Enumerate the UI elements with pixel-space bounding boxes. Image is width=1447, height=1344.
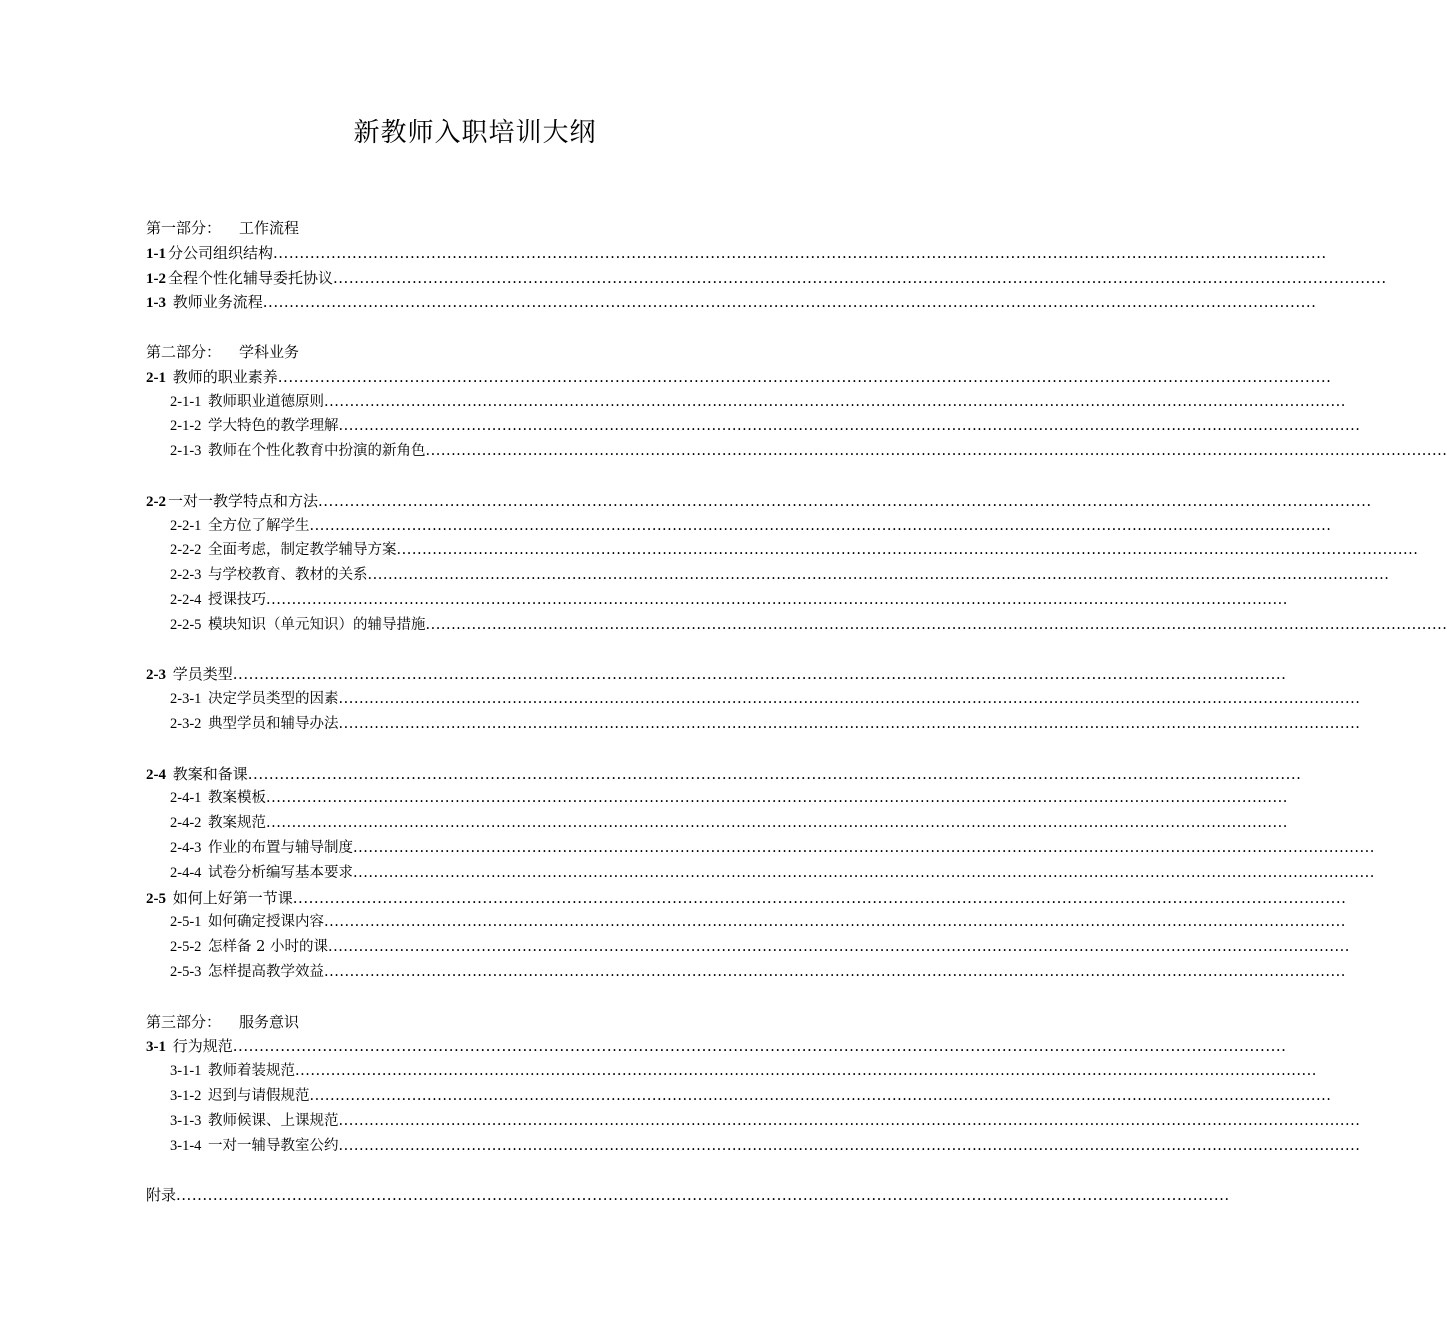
dot-leader: ........................................................................................................................................................................................................ [396, 542, 1419, 559]
toc-entry [170, 811, 1288, 835]
entry-title: 迟到与请假规范 [203, 1088, 310, 1104]
entry-number: 3-1-2 [170, 1088, 202, 1104]
entry-number: 2-3-2 [170, 716, 202, 732]
dot-leader: ........................................................................................................................................................................................................ [266, 815, 1288, 832]
entry-number: 2-1-3 [170, 443, 202, 460]
dot-leader: ........................................................................................................................................................................................................ [353, 864, 1375, 881]
entry-title: 教案规范 [203, 815, 267, 832]
dot-leader: ........................................................................................................................................................................................................ [324, 393, 1346, 410]
entry-number: 2-2-5 [170, 616, 202, 633]
entry-number: 2-2-2 [170, 542, 202, 559]
toc-entry [170, 861, 1375, 885]
entry-number: 3-1-4 [170, 1137, 202, 1154]
dot-leader: ........................................................................................................................................................................................................ [327, 939, 1350, 956]
dot-leader: ........................................................................................................................................................................................................ [309, 1088, 1332, 1104]
toc-entry [146, 266, 1387, 290]
toc-entry [170, 1084, 1332, 1108]
dot-leader: ........................................................................................................................................................................................................ [232, 1037, 1287, 1056]
toc-entry [146, 762, 1302, 786]
dot-leader: ........................................................................................................................................................................................................ [266, 592, 1288, 608]
entry-title: 教师职业道德原则 [203, 393, 325, 410]
dot-leader: ........................................................................................................................................................................................................ [338, 1112, 1361, 1129]
entry-number: 2-4-4 [170, 864, 202, 881]
dot-leader: ........................................................................................................................................................................................................ [338, 716, 1361, 732]
toc-entry [170, 786, 1288, 810]
dot-leader: ........................................................................................................................................................................................................ [318, 491, 1372, 510]
toc-entry [170, 687, 1361, 711]
dot-leader: ........................................................................................................................................................................................................ [333, 268, 1387, 287]
entry-number: 2-4-2 [170, 815, 202, 832]
entry-number: 2-5-3 [170, 964, 202, 980]
dot-leader: ........................................................................................................................................................................................................ [247, 764, 1302, 783]
dot-leader: ........................................................................................................................................................................................................ [324, 964, 1346, 980]
entry-number: 2-5 [146, 890, 166, 907]
entry-title: 教师候课、上课规范 [203, 1112, 339, 1129]
dot-leader: ........................................................................................................................................................................................................ [309, 517, 1332, 534]
toc-entry [170, 960, 1346, 984]
dot-leader: ........................................................................................................................................................................................................ [367, 567, 1390, 584]
entry-number: 2-5-1 [170, 914, 202, 931]
entry-title: 全面考虑，制定教学辅导方案 [203, 542, 397, 559]
toc-entry [146, 1034, 1287, 1058]
entry-title: 试卷分析编写基本要求 [203, 864, 354, 881]
entry-title: 决定学员类型的因素 [203, 691, 339, 708]
entry-title: 教师业务流程 [168, 293, 263, 312]
entry-title: 怎样备 2 小时的课 [203, 939, 328, 956]
toc-entry [170, 514, 1332, 538]
dot-leader: ........................................................................................................................................................................................................ [266, 790, 1288, 807]
entry-number: 1-2 [146, 270, 166, 287]
page-title: 新教师入职培训大纲 [353, 118, 597, 148]
entry-number: 2-2-3 [170, 567, 202, 584]
toc-entry [170, 588, 1288, 612]
dot-leader: ........................................................................................................................................................................................................ [295, 1063, 1317, 1080]
part-label: 第三部分： [146, 1012, 222, 1031]
toc-entry [146, 290, 1317, 314]
part-name: 学科业务 [239, 343, 300, 361]
entry-title: 学大特色的教学理解 [203, 418, 339, 435]
entry-number: 2-4-3 [170, 840, 202, 856]
toc-entry [170, 414, 1361, 438]
toc-entry [146, 662, 1287, 686]
entry-number: 2-5-2 [170, 939, 202, 956]
entry-number: 2-3-1 [170, 691, 202, 708]
entry-title: 一对一教学特点和方法 [168, 491, 319, 510]
entry-title: 教师着装规范 [203, 1063, 296, 1080]
toc-entry [170, 1134, 1361, 1158]
entry-number: 3-1 [146, 1039, 166, 1056]
entry-title: 分公司组织结构 [168, 243, 274, 262]
dot-leader: ........................................................................................................................................................................................................ [277, 367, 1332, 386]
toc-entry [170, 563, 1390, 587]
toc-entry [170, 1059, 1317, 1083]
entry-number: 2-2 [146, 493, 166, 510]
toc-entry [170, 613, 1447, 637]
toc-entry [170, 439, 1447, 463]
entry-title: 全方位了解学生 [203, 517, 310, 534]
entry-title: 怎样提高教学效益 [203, 964, 325, 980]
entry-title: 模块知识（单元知识）的辅导措施 [203, 616, 426, 633]
entry-number: 2-1-1 [170, 393, 202, 410]
toc-entry [146, 489, 1372, 513]
dot-leader: ........................................................................................................................................................................................................ [338, 418, 1361, 435]
entry-number: 3-1-3 [170, 1112, 202, 1129]
entry-title: 典型学员和辅导办法 [203, 716, 339, 732]
toc-entry [170, 935, 1350, 959]
toc-part-heading [146, 216, 299, 240]
entry-number: 2-4-1 [170, 790, 202, 807]
toc-entry [146, 365, 1332, 389]
dot-leader: ........................................................................................................................................................................................................ [353, 840, 1375, 856]
toc-entry [146, 886, 1347, 910]
entry-number: 1-1 [146, 245, 166, 262]
part-name: 工作流程 [239, 219, 300, 237]
entry-title: 一对一辅导教室公约 [203, 1137, 339, 1154]
entry-title: 与学校教育、教材的关系 [203, 567, 368, 584]
entry-title: 如何上好第一节课 [168, 888, 293, 907]
toc-entry [170, 836, 1375, 860]
toc-entry [146, 1183, 1230, 1207]
dot-leader: ........................................................................................................................................................................................................ [425, 443, 1447, 460]
entry-title: 全程个性化辅导委托协议 [168, 268, 334, 287]
dot-leader: ........................................................................................................................................................................................................ [176, 1186, 1230, 1205]
dot-leader: ........................................................................................................................................................................................................ [262, 293, 1317, 312]
toc-part-heading [146, 1010, 299, 1034]
part-label: 第二部分： [146, 343, 222, 361]
dot-leader: ........................................................................................................................................................................................................ [338, 1137, 1361, 1154]
entry-title: 授课技巧 [203, 592, 267, 608]
entry-title: 附录 [146, 1186, 177, 1205]
entry-number: 2-2-4 [170, 592, 202, 608]
entry-title: 教案模板 [203, 790, 267, 807]
dot-leader: ........................................................................................................................................................................................................ [292, 888, 1347, 907]
toc-entry [170, 390, 1346, 414]
entry-title: 作业的布置与辅导制度 [203, 840, 354, 856]
entry-title: 教师的职业素养 [168, 367, 278, 386]
entry-number: 3-1-1 [170, 1063, 202, 1080]
dot-leader: ........................................................................................................................................................................................................ [425, 616, 1447, 633]
entry-number: 2-1 [146, 369, 166, 386]
toc-entry [170, 910, 1346, 934]
entry-title: 教案和备课 [168, 764, 248, 783]
part-name: 服务意识 [239, 1012, 300, 1031]
toc-entry [170, 712, 1361, 736]
dot-leader: ........................................................................................................................................................................................................ [338, 691, 1361, 708]
dot-leader: ........................................................................................................................................................................................................ [273, 243, 1327, 262]
entry-number: 2-2-1 [170, 517, 202, 534]
dot-leader: ........................................................................................................................................................................................................ [324, 914, 1346, 931]
entry-number: 2-1-2 [170, 418, 202, 435]
toc-entry [146, 241, 1327, 265]
entry-number: 2-4 [146, 766, 166, 783]
entry-title: 如何确定授课内容 [203, 914, 325, 931]
toc-entry [170, 538, 1419, 562]
entry-title: 学员类型 [168, 665, 233, 684]
toc-entry [170, 1109, 1361, 1133]
part-label: 第一部分： [146, 219, 222, 237]
entry-title: 教师在个性化教育中扮演的新角色 [203, 443, 426, 460]
entry-title: 行为规范 [168, 1037, 233, 1056]
entry-number: 1-3 [146, 295, 166, 312]
dot-leader: ........................................................................................................................................................................................................ [232, 665, 1287, 684]
entry-number: 2-3 [146, 667, 166, 684]
toc-part-heading [146, 340, 299, 364]
